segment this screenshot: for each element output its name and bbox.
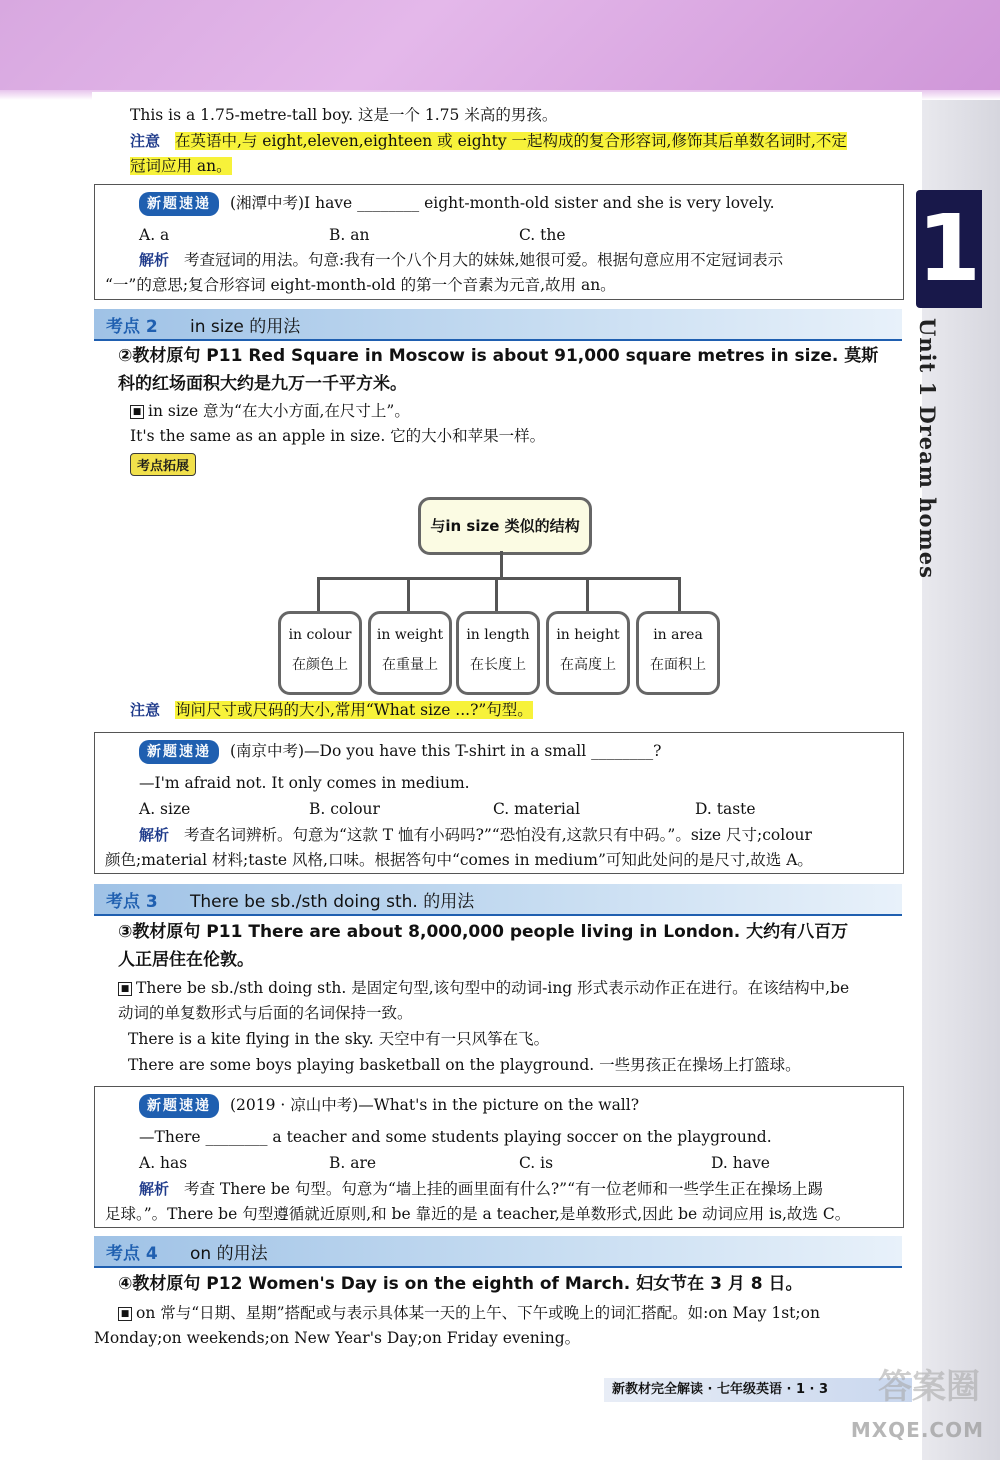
section-number: 考点 4 bbox=[106, 1244, 158, 1264]
explanation-continued: Monday;on weekends;on New Year's Day;on Friday evening。 bbox=[94, 1329, 581, 1347]
explanation bbox=[130, 400, 410, 422]
intro-note bbox=[130, 130, 847, 152]
question-reply: —There ________ a teacher and some students playing soccer on the playground. bbox=[139, 1128, 772, 1146]
explanation-continued: 动词的单复数形式与后面的名词保持一致。 bbox=[118, 1004, 413, 1022]
diagram-connector bbox=[495, 577, 498, 611]
new-question-tag: 新题速递 bbox=[139, 1094, 219, 1118]
node-english: in area bbox=[653, 627, 703, 643]
question-reply: —I'm afraid not. It only comes in medium. bbox=[139, 774, 470, 792]
analysis-label: 解析 bbox=[139, 1180, 170, 1198]
textbook-sentence bbox=[118, 342, 908, 398]
diagram-connector bbox=[407, 577, 410, 611]
diagram-root-node: 与in size 类似的结构 bbox=[418, 497, 592, 555]
explanation bbox=[118, 1302, 820, 1324]
top-decorative-band bbox=[0, 0, 1000, 100]
node-chinese: 在面积上 bbox=[650, 657, 706, 673]
section-header-4 bbox=[94, 1236, 902, 1268]
note-text: 在英语中,与 eight,eleven,eighteen 或 eighty 一起构成的复合形容词,修饰其后单数名词时,不定 bbox=[174, 132, 847, 150]
unit-side-title: Unit 1 Dream homes bbox=[915, 318, 940, 579]
note-text: 询问尺寸或尺码的大小,常用“What size ...?”句型。 bbox=[174, 701, 533, 719]
node-english: in colour bbox=[288, 627, 352, 643]
practice-box bbox=[94, 184, 904, 300]
new-question-tag: 新题速递 bbox=[139, 740, 219, 764]
new-question-tag: 新题速递 bbox=[139, 192, 219, 216]
option-c: C. is bbox=[519, 1154, 554, 1172]
diagram-child-node bbox=[546, 611, 630, 695]
option-a: A. size bbox=[139, 800, 191, 818]
option-a: A. has bbox=[139, 1154, 188, 1172]
practice-box bbox=[94, 732, 904, 874]
example-sentence: There is a kite flying in the sky. 天空中有一只风筝在飞。 bbox=[128, 1030, 550, 1048]
diagram-child-node bbox=[636, 611, 720, 695]
square-bullet-icon: ■ bbox=[118, 982, 132, 996]
explanation-text: on 常与“日期、星期”搭配或与表示具体某一天的上午、下午或晚上的词汇搭配。如:on May 1st;on bbox=[136, 1304, 820, 1322]
watermark-logo: 答案圈 bbox=[878, 1367, 980, 1407]
textbook-sentence-line: 科的红场面积大约是九万一千平方米。 bbox=[118, 374, 407, 394]
section-header-3 bbox=[94, 884, 902, 916]
analysis-continued: 足球。”。There be 句型遵循就近原则,和 be 靠近的是 a teacher,是单数形式,因此 be 动词应用 is,故选 C。 bbox=[105, 1205, 851, 1223]
diagram-connector bbox=[317, 577, 681, 580]
analysis bbox=[139, 1178, 823, 1200]
textbook-sentence-line: ③教材原句 P11 There are about 8,000,000 people living in London. 大约有八百万 bbox=[118, 922, 849, 942]
square-bullet-icon: ■ bbox=[130, 405, 144, 419]
diagram-child-node bbox=[368, 611, 452, 695]
extension-tag: 考点拓展 bbox=[130, 453, 196, 476]
analysis-continued: 颜色;material 材料;taste 风格,口味。根据答句中“comes in medium”可知此处问的是尺寸,故选 A。 bbox=[105, 851, 813, 869]
section-title: on 的用法 bbox=[190, 1244, 268, 1264]
unit-number-tab: 1 bbox=[916, 190, 982, 308]
diagram-connector bbox=[317, 577, 320, 611]
option-b: B. an bbox=[329, 226, 370, 244]
intro-note-continued bbox=[130, 155, 232, 177]
diagram-connector bbox=[678, 577, 681, 611]
intro-example: This is a 1.75-metre-tall boy. 这是一个 1.75 米高的男孩。 bbox=[130, 106, 558, 124]
analysis-label: 解析 bbox=[139, 251, 170, 269]
textbook-sentence bbox=[118, 918, 908, 974]
option-d: D. have bbox=[711, 1154, 770, 1172]
analysis-label: 解析 bbox=[139, 826, 170, 844]
analysis-text: 考查名词辨析。句意为“这款 T 恤有小码吗?”“恐怕没有,这款只有中码。”。size 尺寸;colour bbox=[183, 826, 812, 844]
example-sentence: There are some boys playing basketball on the playground. 一些男孩正在操场上打篮球。 bbox=[128, 1056, 801, 1074]
textbook-sentence-line: 人正居住在伦敦。 bbox=[118, 950, 254, 970]
diagram-connector bbox=[586, 577, 589, 611]
option-c: C. material bbox=[493, 800, 581, 818]
section-header-2 bbox=[94, 309, 902, 341]
section-title: There be sb./sth doing sth. 的用法 bbox=[190, 892, 475, 912]
size-note bbox=[130, 699, 533, 721]
node-english: in height bbox=[556, 627, 620, 643]
diagram-child-node bbox=[278, 611, 362, 695]
option-d: D. taste bbox=[695, 800, 756, 818]
stem-text: (南京中考)—Do you have this T-shirt in a small ________? bbox=[229, 742, 662, 760]
analysis bbox=[139, 249, 783, 271]
question-stem bbox=[139, 740, 661, 764]
section-number: 考点 2 bbox=[106, 317, 158, 337]
node-chinese: 在颜色上 bbox=[292, 657, 348, 673]
option-b: B. colour bbox=[309, 800, 380, 818]
diagram-child-node bbox=[456, 611, 540, 695]
analysis-text: 考查 There be 句型。句意为“墙上挂的画里面有什么?”“有一位老师和一些学生正在操场上踢 bbox=[183, 1180, 823, 1198]
example-sentence: It's the same as an apple in size. 它的大小和苹果一样。 bbox=[130, 427, 546, 445]
node-chinese: 在高度上 bbox=[560, 657, 616, 673]
note-text: 冠词应用 an。 bbox=[130, 157, 232, 175]
note-label: 注意 bbox=[130, 701, 161, 719]
analysis bbox=[139, 824, 812, 846]
diagram-connector bbox=[500, 551, 503, 577]
node-chinese: 在重量上 bbox=[382, 657, 438, 673]
explanation-text: There be sb./sth doing sth. 是固定句型,该句型中的动词-ing 形式表示动作正在进行。在该结构中,be bbox=[136, 979, 850, 997]
node-english: in length bbox=[466, 627, 530, 643]
analysis-continued: “一”的意思;复合形容词 eight-month-old 的第一个音素为元音,故用 an。 bbox=[105, 276, 616, 294]
textbook-sentence bbox=[118, 1270, 908, 1298]
node-chinese: 在长度上 bbox=[470, 657, 526, 673]
stem-text: (2019 · 凉山中考)—What's in the picture on the wall? bbox=[229, 1096, 640, 1114]
explanation-text: in size 意为“在大小方面,在尺寸上”。 bbox=[148, 402, 410, 420]
section-number: 考点 3 bbox=[106, 892, 158, 912]
textbook-sentence-line: ④教材原句 P12 Women's Day is on the eighth of March. 妇女节在 3 月 8 日。 bbox=[118, 1274, 803, 1294]
explanation bbox=[118, 977, 849, 999]
question-stem bbox=[139, 1094, 639, 1118]
watermark-url: MXQE.COM bbox=[850, 1418, 984, 1442]
textbook-sentence-line: ②教材原句 P11 Red Square in Moscow is about 91,000 square metres in size. 莫斯 bbox=[118, 346, 879, 366]
stem-text: (湘潭中考)I have ________ eight-month-old sister and she is very lovely. bbox=[229, 194, 775, 212]
question-stem bbox=[139, 192, 775, 216]
option-b: B. are bbox=[329, 1154, 377, 1172]
section-title: in size 的用法 bbox=[190, 317, 301, 337]
option-a: A. a bbox=[139, 226, 170, 244]
square-bullet-icon: ■ bbox=[118, 1307, 132, 1321]
node-english: in weight bbox=[376, 627, 444, 643]
note-label: 注意 bbox=[130, 132, 161, 150]
option-c: C. the bbox=[519, 226, 566, 244]
practice-box bbox=[94, 1086, 904, 1228]
page-footer: 新教材完全解读 · 七年级英语 · 1 · 3 bbox=[604, 1378, 912, 1402]
analysis-text: 考查冠词的用法。句意:我有一个八个月大的妹妹,她很可爱。根据句意应用不定冠词表示 bbox=[183, 251, 784, 269]
